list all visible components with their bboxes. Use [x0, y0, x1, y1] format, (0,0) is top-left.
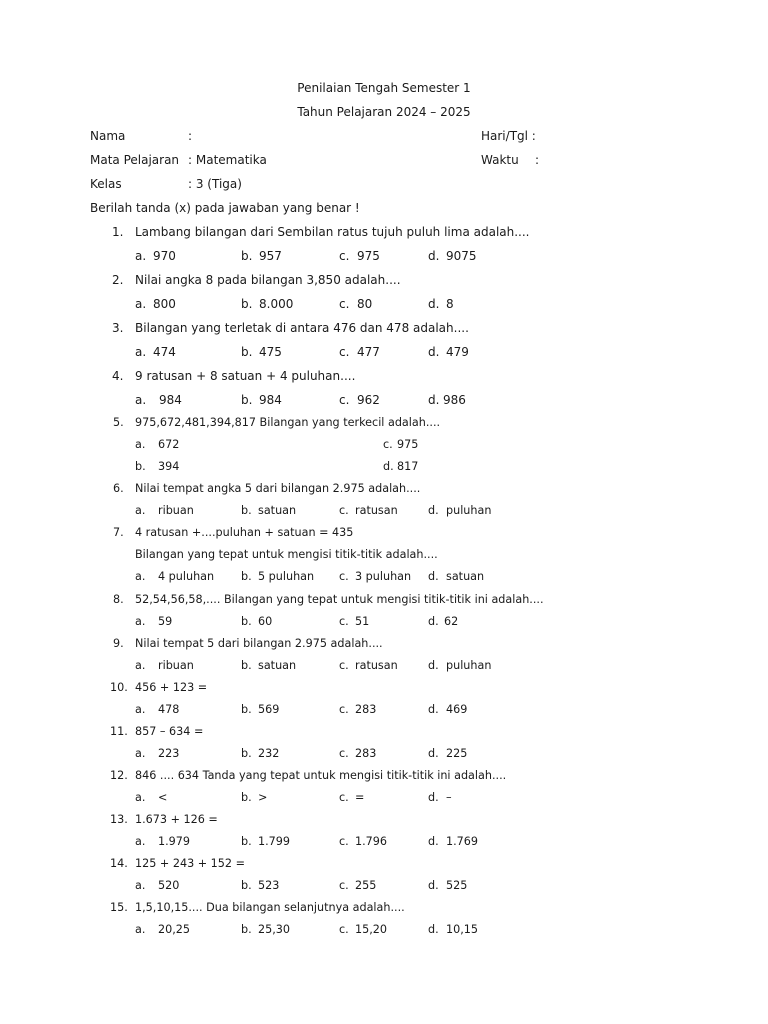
option-label: d. — [428, 393, 440, 407]
option-label: c. — [339, 570, 349, 583]
option-value: 25,30 — [258, 923, 291, 936]
option-value: 469 — [446, 703, 468, 716]
option-label: b. — [241, 570, 252, 583]
question-text: 975,672,481,394,817 Bilangan yang terkecil adalah.... — [135, 416, 441, 429]
hari-label: Hari/Tgl : — [481, 129, 536, 143]
option-label: a. — [135, 879, 146, 892]
option-label: a. — [135, 791, 146, 804]
kelas-label: Kelas — [90, 177, 122, 191]
option-value: 970 — [153, 249, 176, 263]
option-value: 4 puluhan — [158, 570, 215, 583]
option-value: 672 — [158, 438, 180, 451]
question-number: 4. — [112, 369, 124, 383]
option-label: a. — [135, 615, 146, 628]
option-label: d. — [428, 879, 439, 892]
option-value: ribuan — [158, 659, 194, 672]
question-text: 4 ratusan +....puluhan + satuan = 435 — [135, 526, 354, 539]
option-value: satuan — [258, 504, 297, 517]
option-value: 1.796 — [355, 835, 388, 848]
question-number: 12. — [110, 769, 128, 782]
option-value: 975 — [397, 438, 419, 451]
option-value: < — [158, 791, 168, 804]
option-value: 986 — [443, 393, 466, 407]
option-label: b. — [241, 249, 253, 263]
option-value: ratusan — [355, 659, 398, 672]
option-value: 3 puluhan — [355, 570, 412, 583]
option-label: c. — [339, 659, 349, 672]
option-value: 80 — [357, 297, 373, 311]
option-label: c. — [339, 297, 350, 311]
option-value: ratusan — [355, 504, 398, 517]
option-label: d. — [428, 659, 439, 672]
option-label: c. — [339, 747, 349, 760]
option-value: 283 — [355, 703, 377, 716]
option-label: d. — [428, 345, 440, 359]
nama-colon: : — [188, 129, 193, 143]
option-label: d. — [428, 570, 439, 583]
option-label: d. — [383, 460, 394, 473]
option-value: 5 puluhan — [258, 570, 315, 583]
option-value: 525 — [446, 879, 468, 892]
question-text: Bilangan yang terletak di antara 476 dan 478 adalah.... — [135, 321, 469, 335]
option-value: 962 — [357, 393, 380, 407]
option-label: a. — [135, 570, 146, 583]
option-value: 223 — [158, 747, 180, 760]
question-number: 9. — [113, 637, 124, 650]
question-text: Nilai angka 8 pada bilangan 3,850 adalah.... — [135, 273, 401, 287]
option-label: b. — [241, 659, 252, 672]
instruction: Berilah tanda (x) pada jawaban yang benar ! — [90, 201, 360, 215]
option-label: a. — [135, 393, 147, 407]
option-value: 8.000 — [259, 297, 294, 311]
option-label: b. — [241, 791, 252, 804]
option-value: 975 — [357, 249, 380, 263]
option-label: c. — [339, 923, 349, 936]
question-text: Lambang bilangan dari Sembilan ratus tujuh puluh lima adalah.... — [135, 225, 530, 239]
option-value: > — [258, 791, 268, 804]
page-subtitle: Tahun Pelajaran 2024 – 2025 — [297, 105, 471, 119]
option-label: b. — [241, 297, 253, 311]
question-number: 8. — [113, 593, 124, 606]
option-label: b. — [241, 747, 252, 760]
option-value: 475 — [259, 345, 282, 359]
option-value: puluhan — [446, 659, 492, 672]
option-label: d. — [428, 923, 439, 936]
option-value: 523 — [258, 879, 280, 892]
option-label: a. — [135, 504, 146, 517]
option-value: 62 — [444, 615, 459, 628]
question-number: 13. — [110, 813, 128, 826]
option-value: 8 — [446, 297, 454, 311]
option-label: d. — [428, 504, 439, 517]
option-label: c. — [339, 504, 349, 517]
option-value: 1.799 — [258, 835, 291, 848]
option-label: b. — [241, 703, 252, 716]
option-value: 474 — [153, 345, 176, 359]
option-value: 957 — [259, 249, 282, 263]
option-value: 283 — [355, 747, 377, 760]
option-label: a. — [135, 345, 147, 359]
option-label: b. — [241, 879, 252, 892]
option-value: 9075 — [446, 249, 477, 263]
question-text: Nilai tempat angka 5 dari bilangan 2.975 adalah.... — [135, 482, 421, 495]
option-value: 225 — [446, 747, 468, 760]
question-text: 52,54,56,58,.... Bilangan yang tepat untuk mengisi titik-titik ini adalah.... — [135, 593, 544, 606]
option-label: d. — [428, 791, 439, 804]
question-number: 11. — [110, 725, 128, 738]
page-title: Penilaian Tengah Semester 1 — [297, 81, 471, 95]
option-value: 51 — [355, 615, 370, 628]
option-value: 59 — [158, 615, 173, 628]
option-label: c. — [339, 393, 350, 407]
option-label: c. — [383, 438, 393, 451]
option-value: = — [355, 791, 365, 804]
option-label: d. — [428, 703, 439, 716]
nama-label: Nama — [90, 129, 126, 143]
mapel-value: : Matematika — [188, 153, 267, 167]
question-number: 6. — [113, 482, 124, 495]
question-text-line2: Bilangan yang tepat untuk mengisi titik-titik adalah.... — [135, 548, 438, 561]
question-number: 14. — [110, 857, 128, 870]
question-number: 10. — [110, 681, 128, 694]
option-value: 20,25 — [158, 923, 191, 936]
option-value: 520 — [158, 879, 180, 892]
option-label: c. — [339, 615, 349, 628]
option-label: b. — [241, 345, 253, 359]
question-number: 15. — [110, 901, 128, 914]
option-label: a. — [135, 438, 146, 451]
option-value: 569 — [258, 703, 280, 716]
option-value: 232 — [258, 747, 280, 760]
question-text: Nilai tempat 5 dari bilangan 2.975 adalah.... — [135, 637, 383, 650]
question-text: 857 – 634 = — [135, 725, 204, 738]
option-label: a. — [135, 923, 146, 936]
option-value: 478 — [158, 703, 180, 716]
option-value: satuan — [446, 570, 485, 583]
option-value: satuan — [258, 659, 297, 672]
mapel-label: Mata Pelajaran — [90, 153, 180, 167]
option-value: 479 — [446, 345, 469, 359]
option-label: a. — [135, 297, 147, 311]
question-text: 125 + 243 + 152 = — [135, 857, 245, 870]
option-label: c. — [339, 879, 349, 892]
option-label: c. — [339, 791, 349, 804]
option-value: 15,20 — [355, 923, 388, 936]
question-number: 2. — [112, 273, 124, 287]
option-label: d. — [428, 835, 439, 848]
question-number: 5. — [113, 416, 124, 429]
option-value: 817 — [397, 460, 419, 473]
option-label: d. — [428, 747, 439, 760]
question-text: 456 + 123 = — [135, 681, 208, 694]
option-value: 1.769 — [446, 835, 479, 848]
option-label: c. — [339, 835, 349, 848]
option-label: b. — [241, 615, 252, 628]
question-text: 846 .... 634 Tanda yang tepat untuk mengisi titik-titik ini adalah.... — [135, 769, 507, 782]
option-value: 10,15 — [446, 923, 479, 936]
option-label: a. — [135, 249, 147, 263]
kelas-value: : 3 (Tiga) — [188, 177, 242, 191]
question-text: 1,5,10,15.... Dua bilangan selanjutnya adalah.... — [135, 901, 405, 914]
option-value: 394 — [158, 460, 180, 473]
option-label: b. — [241, 393, 253, 407]
option-label: a. — [135, 659, 146, 672]
option-label: a. — [135, 703, 146, 716]
option-value: 984 — [259, 393, 282, 407]
question-number: 1. — [112, 225, 124, 239]
waktu-label: Waktu — [481, 153, 519, 167]
option-value: puluhan — [446, 504, 492, 517]
option-value: 255 — [355, 879, 377, 892]
option-label: d. — [428, 297, 440, 311]
question-text: 1.673 + 126 = — [135, 813, 218, 826]
option-value: 60 — [258, 615, 273, 628]
option-label: c. — [339, 703, 349, 716]
option-label: d. — [428, 249, 440, 263]
waktu-colon: : — [535, 153, 540, 167]
option-label: b. — [135, 460, 146, 473]
option-label: d. — [428, 615, 439, 628]
option-value: ribuan — [158, 504, 194, 517]
option-value: – — [446, 791, 452, 804]
option-label: b. — [241, 835, 252, 848]
option-label: a. — [135, 835, 146, 848]
option-value: 477 — [357, 345, 380, 359]
option-value: 800 — [153, 297, 176, 311]
question-text: 9 ratusan + 8 satuan + 4 puluhan.... — [135, 369, 356, 383]
question-number: 7. — [113, 526, 124, 539]
option-label: c. — [339, 249, 350, 263]
option-label: a. — [135, 747, 146, 760]
question-number: 3. — [112, 321, 124, 335]
option-label: c. — [339, 345, 350, 359]
option-label: b. — [241, 923, 252, 936]
option-value: 1.979 — [158, 835, 191, 848]
option-value: 984 — [159, 393, 182, 407]
option-label: b. — [241, 504, 252, 517]
